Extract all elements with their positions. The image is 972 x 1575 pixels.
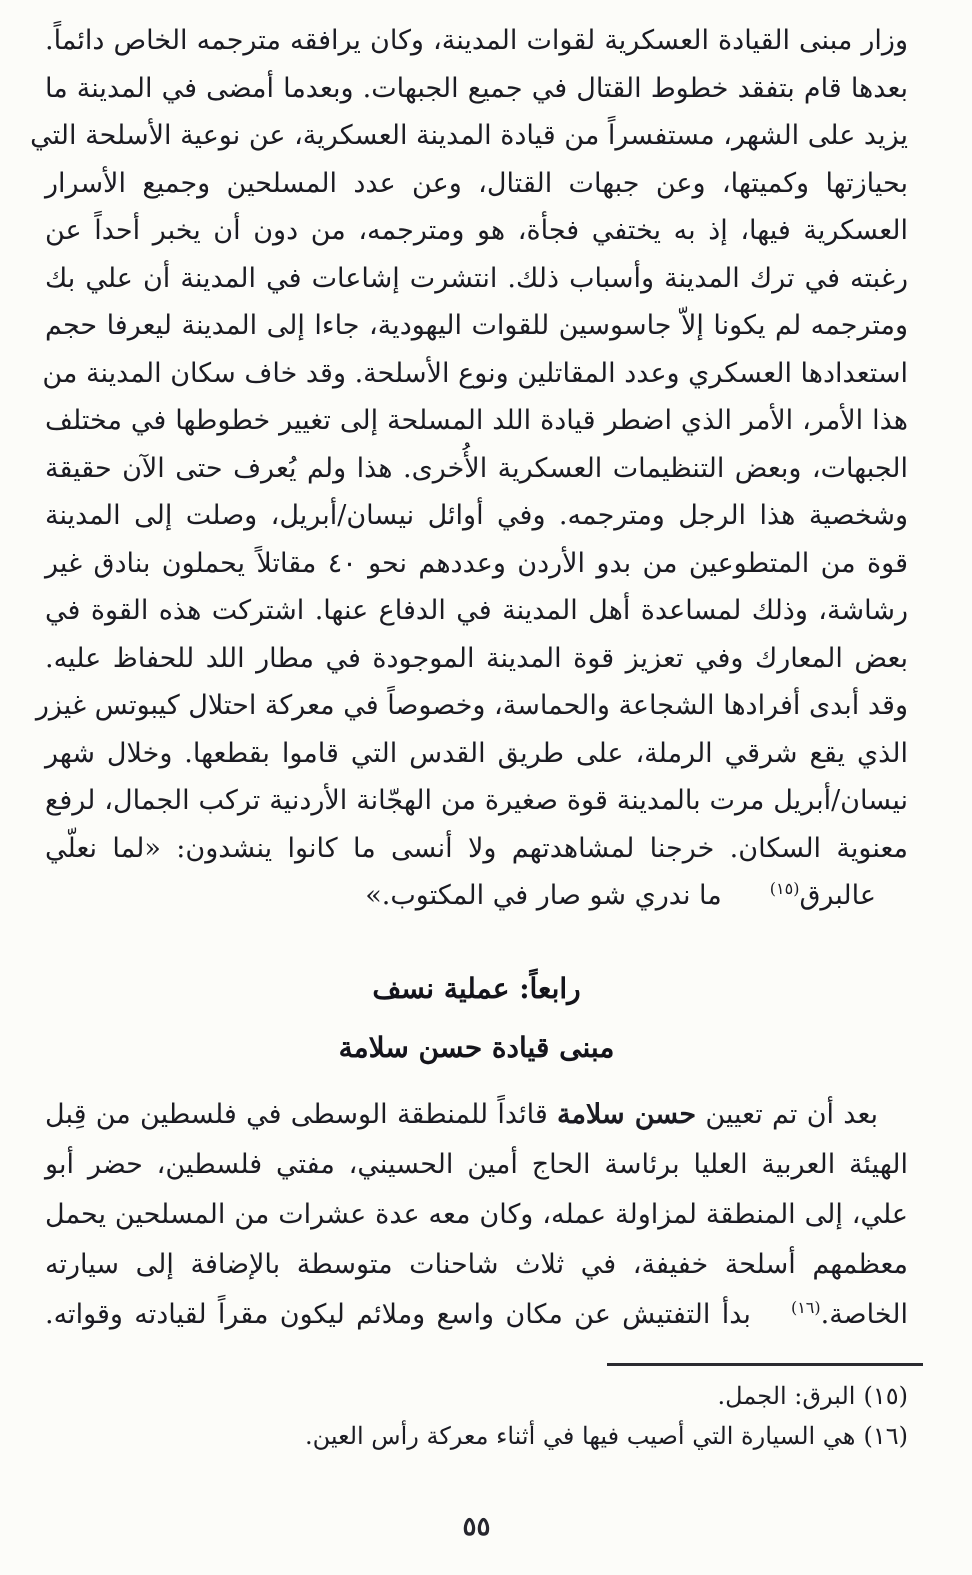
text-line: استعدادها العسكري وعدد المقاتلين ونوع الأسلحة. وقد خاف سكان المدينة من [42,357,908,389]
person-name-hassan-salama: حسن سلامة [556,1099,697,1130]
footnote-marker: (١٦) [863,1422,908,1450]
text-line: معظمهم أسلحة خفيفة، في ثلاث شاحنات متوسطة بالإضافة إلى سيارته [45,1249,908,1280]
text-line: الذي يقع شرقي الرملة، على طريق القدس التي قاموا بقطعها. وخلال شهر [45,737,908,769]
text-line: بعدها قام بتفقد خطوط القتال في جميع الجبهات. وبعدما أمضى في المدينة ما [45,72,908,104]
text-line: رشاشة، وذلك لمساعدة أهل المدينة في الدفاع عنها. اشتركت هذه القوة في [45,595,908,626]
text-line: نيسان/أبريل مرت بالمدينة قوة صغيرة من الهجّانة الأردنية تركب الجمال، لرفع [45,785,908,816]
section-heading-operation: رابعاً: عملية نسف [372,972,581,1005]
section-heading-building: مبنى قيادة حسن سلامة [338,1031,615,1064]
footnotes [45,1376,908,1456]
line-text: بعد أن تم تعيين [696,1099,878,1130]
line-text: قائداً للمنطقة الوسطى في فلسطين من قِبل [45,1099,557,1130]
page-number: ٥٥ [462,1512,491,1542]
line-text: الخاصة. [820,1299,908,1330]
text-line: قوة من المتطوعين من بدو الأردن وعددهم نحو ٤٠ مقاتلاً يحملون بنادق غير [45,547,908,579]
text-line: هذا الأمر، الأمر الذي اضطر قيادة اللد المسلحة إلى تغيير خطوطها في مختلف [45,405,908,436]
text-line: علي، إلى المنطقة لمزاولة عمله، وكان معه عدة عشرات من المسلحين يحمل [45,1199,908,1230]
text-line [45,1290,908,1340]
footnote-16 [45,1416,908,1456]
footnote-text: البرق: الجمل. [717,1382,856,1410]
text-line: وقد أبدى أفرادها الشجاعة والحماسة، وخصوصاً في معركة احتلال كيبوتس غيزر [35,690,908,721]
footnote-ref-16: (١٦) [790,1298,821,1317]
text-line: الهيئة العربية العليا برئاسة الحاج أمين الحسيني، مفتي فلسطين، حضر أبو [45,1149,908,1180]
text-line: بحيازتها وكميتها، وعن جبهات القتال، وعن عدد المسلحين وجميع الأسرار [45,167,908,199]
text-line: وشخصية هذا الرجل ومترجمه. وفي أوائل نيسان/أبريل، وصلت إلى المدينة [45,500,908,531]
verse-end-line [45,872,908,920]
text-line: العسكرية فيها، إذ به يختفي فجأة، هو ومترجمه، من دون أن يخبر أحداً عن [45,215,908,246]
text-line: رغبته في ترك المدينة وأسباب ذلك. انتشرت إشاعات في المدينة أن علي بك [45,262,908,294]
footnote-ref-15: (١٥) [769,879,800,898]
verse-word: عالبرق [799,880,876,911]
footnote-15 [45,1376,908,1416]
text-line: الجبهات، وبعض التنظيمات العسكرية الأُخرى. هذا ولم يُعرف حتى الآن حقيقة [45,452,908,484]
text-line: بعض المعارك وفي تعزيز قوة المدينة الموجودة في مطار اللد للحفاظ عليه. [45,642,908,674]
text-line: معنوية السكان. خرجنا لمشاهدتهم ولا أنسى ما كانوا ينشدون: «لما نعلّي [45,832,908,864]
text-line [45,1090,908,1140]
footnote-text: هي السيارة التي أصيب فيها في أثناء معركة رأس العين. [304,1422,856,1450]
text-line: يزيد على الشهر، مستفسراً من قيادة المدينة العسكرية، عن نوعية الأسلحة التي [30,120,908,151]
footnote-marker: (١٥) [863,1382,908,1410]
footnote-separator [607,1363,923,1366]
text-line: وزار مبنى القيادة العسكرية لقوات المدينة، وكان يرافقه مترجمه الخاص دائماً. [45,25,908,56]
verse-rest: ما ندري شو صار في المكتوب.» [365,880,722,911]
paragraph-1 [30,17,908,920]
line-text: بدأ التفتيش عن مكان واسع وملائم ليكون مقراً لقيادته وقواته. [45,1299,751,1330]
paragraph-2 [45,1090,908,1340]
text-line: ومترجمه لم يكونا إلاّ جاسوسين للقوات اليهودية، جاءا إلى المدينة ليعرفا حجم [45,310,908,341]
